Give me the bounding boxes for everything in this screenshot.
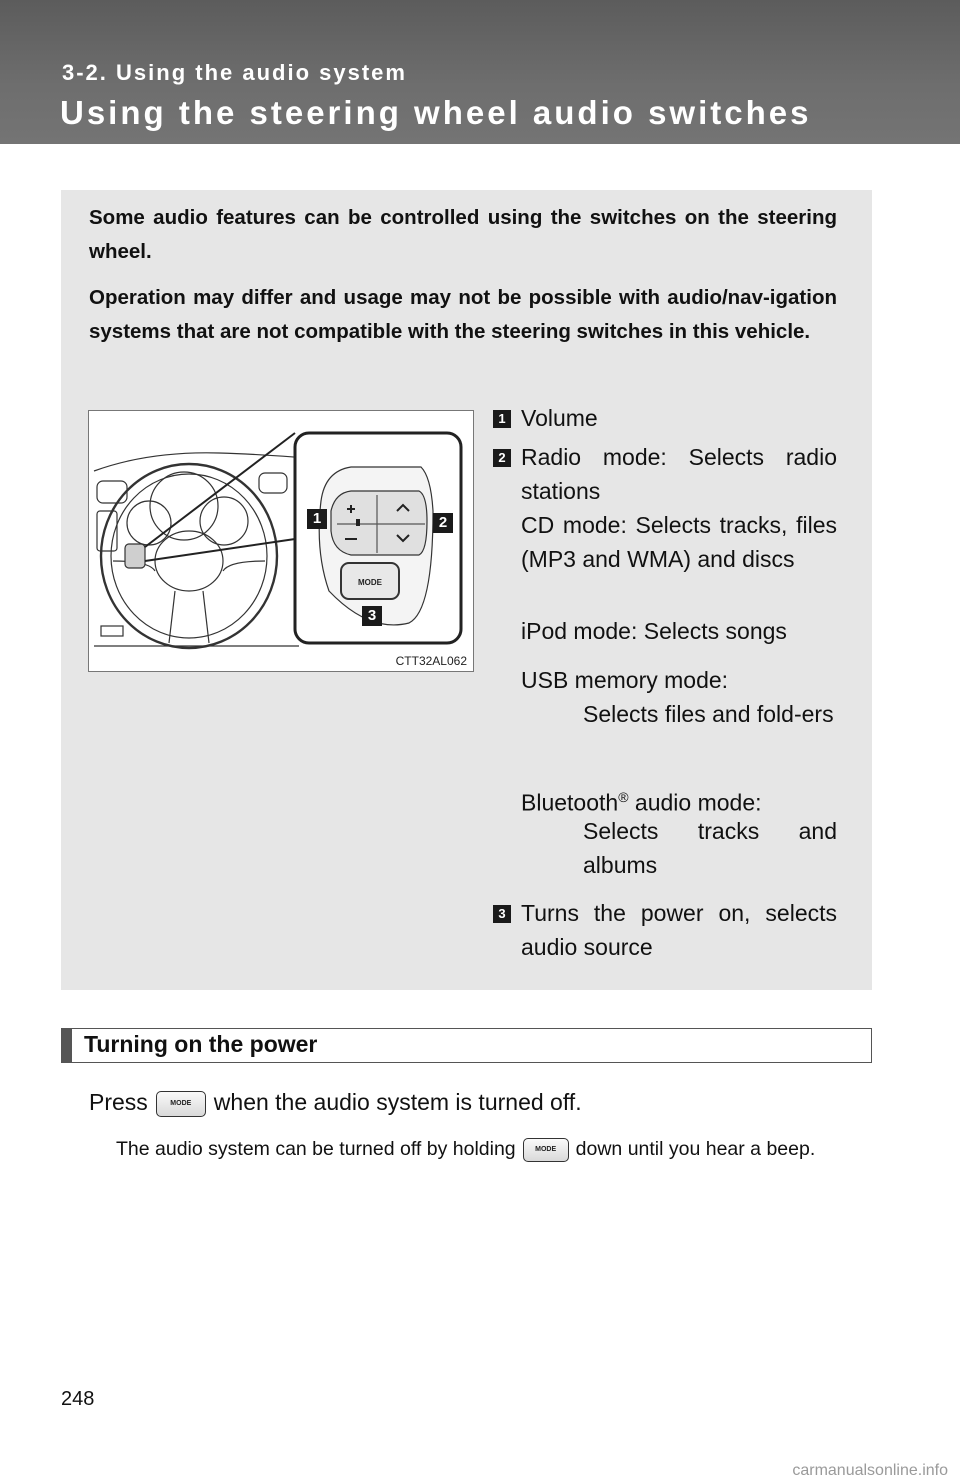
page-title: Using the steering wheel audio switches [60,94,812,131]
note-post: down until you hear a beep. [575,1138,816,1160]
legend-item-cd: CD mode: Selects tracks, files (MP3 and WMA) and discs [521,512,837,572]
legend-item-usb-label: USB memory mode: [521,667,729,693]
steering-wheel-drawing [89,411,473,671]
legend-item-radio: Radio mode: Selects radio stations [521,444,837,504]
mode-button-label: MODE [358,578,382,587]
steering-wheel-illustration [88,410,474,672]
instruction-line [89,1086,582,1118]
section-heading-text: Turning on the power [84,1031,318,1057]
callout-2: 2 [433,513,453,533]
legend-marker-1: 1 [493,410,511,428]
instruction-rest: when the audio system is turned off. [213,1089,582,1115]
legend-item-volume: Volume [521,405,598,431]
note-pre: The audio system can be turned off by holding [116,1138,516,1160]
figure-code: CTT32AL062 [395,654,467,668]
heading-accent-bar [62,1029,72,1062]
section-heading [61,1028,872,1063]
section-label: 3-2. Using the audio system [62,60,407,85]
watermark: carmanualsonline.info [792,1462,948,1479]
legend-item-ipod: iPod mode: Selects songs [521,618,787,644]
page-header [0,0,960,144]
legend-item-power: Turns the power on, selects audio source [521,900,837,960]
intro-paragraph-1: Some audio features can be controlled using the switches on the steering wheel. [89,206,837,263]
mode-button-icon: MODE [156,1091,206,1117]
bluetooth-mode-text: audio mode: [628,789,762,816]
callout-1: 1 [307,509,327,529]
legend-item-usb-desc: Selects files and fold-ers [583,701,834,727]
legend-marker-2: 2 [493,449,511,467]
page-number: 248 [61,1388,95,1410]
legend-marker-3: 3 [493,905,511,923]
mode-button-icon-small: MODE [523,1138,569,1162]
bluetooth-text: Bluetooth [521,789,619,816]
legend-item-bluetooth-desc: Selects tracks and albums [583,818,837,878]
note-text [116,1134,866,1164]
registered-mark: ® [618,789,629,805]
intro-paragraph-2: Operation may differ and usage may not be possible with audio/nav-igation systems that are not compatible with the steering switches in this vehicle. [89,286,837,343]
instruction-press: Press [89,1089,148,1115]
callout-3: 3 [362,606,382,626]
